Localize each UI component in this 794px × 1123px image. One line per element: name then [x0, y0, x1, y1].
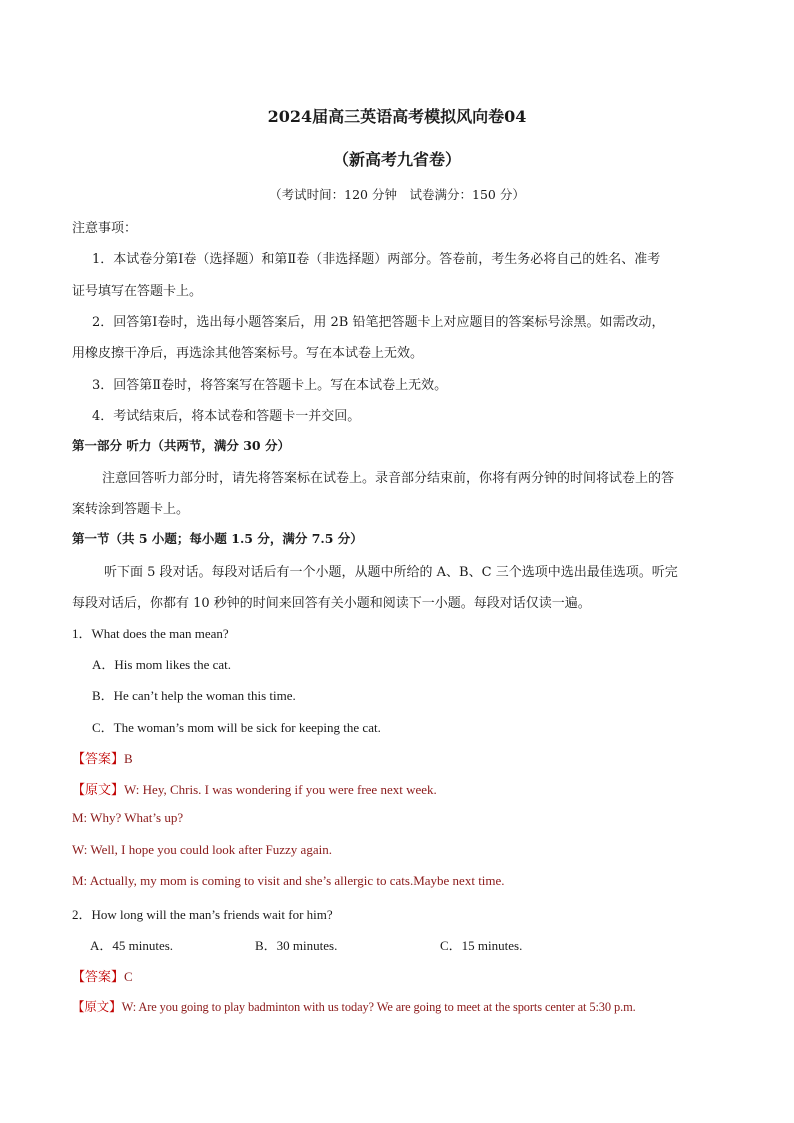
note-item-3: 3．回答第Ⅱ卷时，将答案写在答题卡上。写在本试卷上无效。	[92, 378, 448, 393]
question-1-script-line-3: W: Well, I hope you could look after Fuzzy again.	[72, 842, 332, 857]
section1-intro-cont: 每段对话后，你都有 10 秒钟的时间来回答有关小题和阅读下一小题。每段对话仅读一遍。	[72, 596, 591, 611]
script-label: 【原文】	[72, 999, 122, 1014]
question-2-options	[90, 935, 740, 954]
question-1-script-line-1	[72, 779, 722, 798]
part1-heading: 第一部分 听力（共两节，满分 30 分）	[72, 438, 290, 453]
notes-heading: 注意事项：	[72, 221, 138, 236]
question-2-option-a: A．45 minutes.	[90, 938, 174, 953]
question-1-stem: 1．What does the man mean?	[72, 626, 229, 641]
question-2-stem: 2．How long will the man’s friends wait for him?	[72, 907, 333, 922]
question-1-option-a: A．His mom likes the cat.	[92, 657, 232, 672]
question-1-script-line-2: M: Why? What’s up?	[72, 810, 184, 825]
note-item-1-cont: 证号填写在答题卡上。	[72, 284, 203, 299]
note-item-2-cont: 用橡皮擦干净后，再选涂其他答案标号。写在本试卷上无效。	[72, 346, 424, 361]
note-item-1: 1．本试卷分第Ⅰ卷（选择题）和第Ⅱ卷（非选择题）两部分。答卷前，考生务必将自己的姓名、准考	[92, 252, 661, 267]
part1-intro: 注意回答听力部分时，请先将答案标在试卷上。录音部分结束前，你将有两分钟的时间将试卷上的答	[102, 471, 675, 486]
question-1-answer	[72, 748, 722, 767]
question-2-option-c: C．15 minutes.	[440, 938, 523, 953]
answer-label: 【答案】	[72, 970, 125, 985]
question-1-option-b: B．He can’t help the woman this time.	[92, 688, 296, 703]
script-text: W: Are you going to play badminton with us today? We are going to meet at the sports center at 5:30 p.m.	[121, 1000, 636, 1014]
answer-value: B	[124, 751, 133, 766]
script-label: 【原文】	[72, 783, 125, 798]
script-text: W: Hey, Chris. I was wondering if you were free next week.	[124, 782, 437, 797]
section1-heading: 第一节（共 5 小题；每小题 1.5 分，满分 7.5 分）	[72, 531, 363, 546]
note-item-2: 2．回答第Ⅰ卷时，选出每小题答案后，用 2B 铅笔把答题卡上对应题目的答案标号涂黑。如需改动，	[92, 315, 665, 330]
section1-intro: 听下面 5 段对话。每段对话后有一个小题，从题中所给的 A、B、C 三个选项中选出最佳选项。听完	[104, 565, 678, 580]
question-2-answer	[72, 966, 722, 985]
answer-label: 【答案】	[72, 752, 125, 767]
exam-time-info: （考试时间：120 分钟 试卷满分：150 分）	[269, 187, 525, 202]
page-title: 2024届高三英语高考模拟风向卷04	[267, 107, 527, 126]
note-item-4: 4．考试结束后，将本试卷和答题卡一并交回。	[92, 409, 361, 424]
part1-intro-cont: 案转涂到答题卡上。	[72, 502, 190, 517]
question-1-script-line-4: M: Actually, my mom is coming to visit and she’s allergic to cats.Maybe next time.	[72, 873, 505, 888]
answer-value: C	[124, 969, 133, 984]
question-2-option-b: B．30 minutes.	[255, 938, 338, 953]
question-1-option-c: C．The woman’s mom will be sick for keeping the cat.	[92, 720, 381, 735]
question-2-script-line-1	[72, 997, 722, 1015]
page-subtitle: （新高考九省卷）	[332, 150, 461, 169]
